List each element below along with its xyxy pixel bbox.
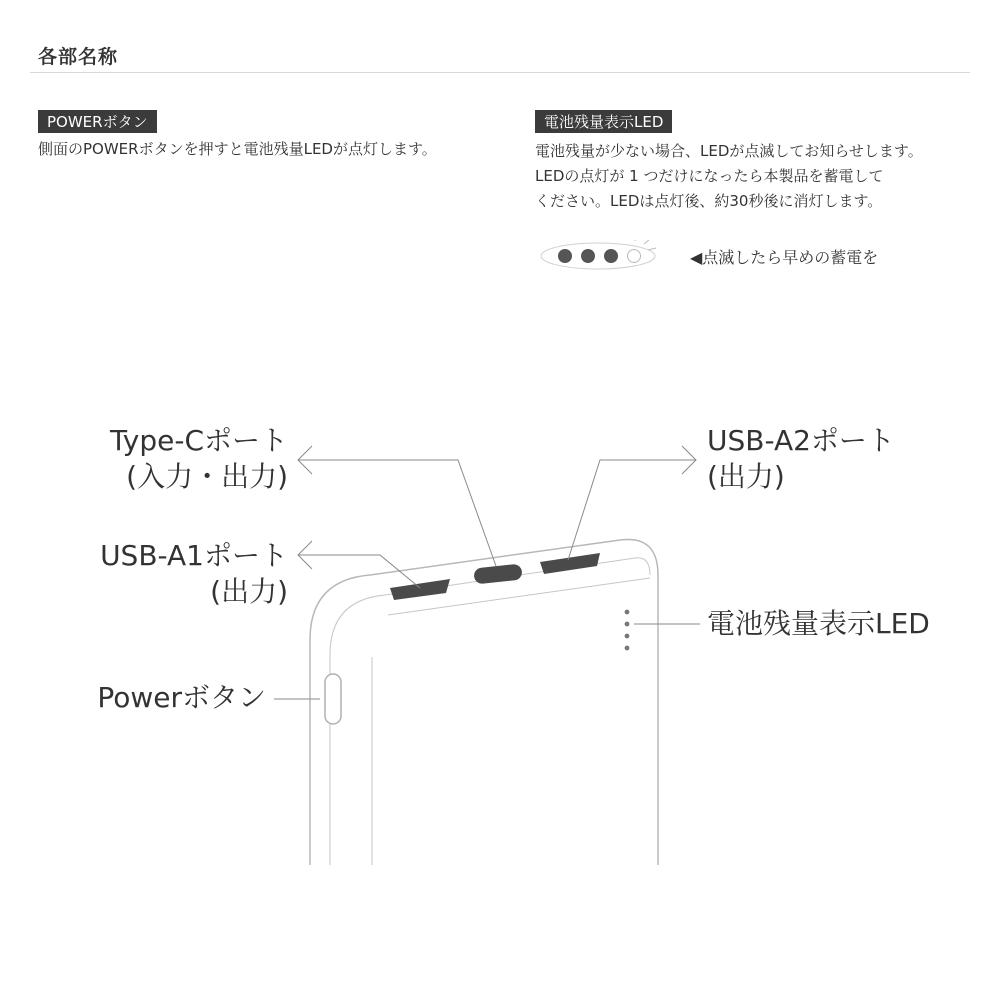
usb-a2-port-sublabel: (出力) (707, 460, 785, 493)
flash-caption: ◀点滅したら早めの蓄電を (690, 248, 879, 267)
power-button-description: 側面のPOWERボタンを押すと電池残量LEDが点灯します。 (38, 140, 437, 158)
power-button-shape (325, 674, 341, 724)
type-c-port (473, 564, 522, 585)
led-label: 電池残量表示LED (535, 110, 672, 133)
power-button-diagram-label: Powerボタン (97, 681, 266, 714)
leader-type-c (298, 460, 496, 566)
powerbank-outline (310, 539, 658, 865)
device-led-dots (625, 610, 630, 651)
device-led-dot (625, 610, 630, 615)
led-description-line-3: ください。LEDは点灯後、約30秒後に消灯します。 (535, 192, 883, 210)
type-c-port-label: Type-Cポート (110, 424, 288, 457)
type-c-port-sublabel: (入力・出力) (126, 460, 288, 493)
powerbank-inner-edge (330, 558, 650, 865)
led-description-line-1: 電池残量が少ない場合、LEDが点滅してお知らせします。 (535, 142, 923, 160)
device-led-dot (625, 634, 630, 639)
usb-a2-port (540, 553, 600, 574)
usb-a1-port (390, 579, 450, 600)
usb-a1-port-sublabel: (出力) (210, 575, 288, 608)
leader-usb-a1 (298, 555, 420, 588)
device-led-dot (625, 622, 630, 627)
device-led-dot (625, 646, 630, 651)
power-button-label: POWERボタン (38, 110, 157, 133)
led-description-line-2: LEDの点灯が 1 つだけになったら本製品を蓄電して (535, 167, 884, 185)
usb-a2-port-label: USB-A2ポート (707, 424, 895, 457)
section-title: 各部名称 (38, 46, 119, 68)
led-diagram-label: 電池残量表示LED (707, 607, 930, 640)
usb-a1-port-label: USB-A1ポート (100, 539, 288, 572)
